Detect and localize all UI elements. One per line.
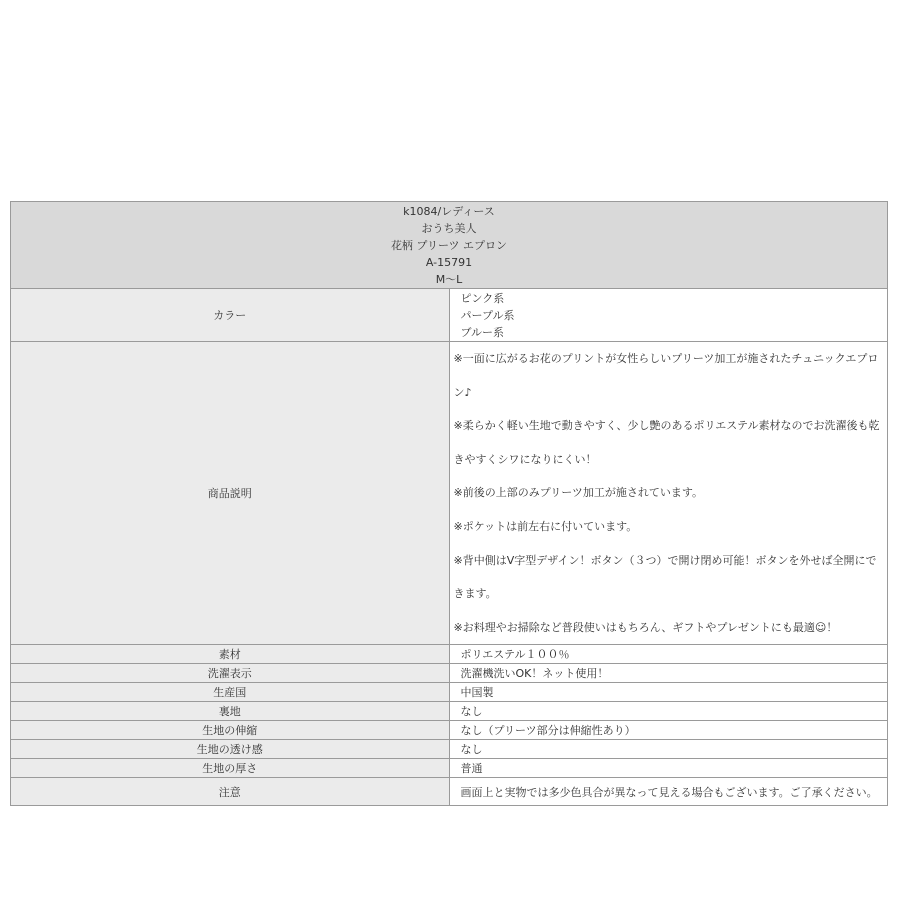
spec-row-thickness — [11, 759, 888, 778]
spec-row-lining — [11, 702, 888, 721]
description-line: ※柔らかく軽い生地で動きやすく、少し艶のあるポリエステル素材なのでお洗濯後も乾きやすくシワになりにくい！ — [453, 419, 880, 466]
spec-row-note — [11, 778, 888, 806]
color-values — [449, 289, 888, 342]
washing-value: 洗濯機洗いOK！ネット使用！ — [449, 664, 888, 683]
description-text — [449, 342, 888, 645]
description-line: ※ポケットは前左右に付いています。 — [453, 519, 638, 533]
color-option: ブルー系 — [460, 325, 505, 339]
row-label: 生産国 — [11, 683, 450, 702]
row-label: 洗濯表示 — [11, 664, 450, 683]
spec-row-origin — [11, 683, 888, 702]
row-label: 生地の伸縮 — [11, 721, 450, 740]
product-spec-table — [10, 201, 888, 806]
row-label: 注意 — [11, 778, 450, 806]
spec-row-washing — [11, 664, 888, 683]
product-name: 花柄 プリーツ エプロン — [390, 238, 508, 252]
description-line: ※一面に広がるお花のプリントが女性らしいプリーツ加工が施されたチュニックエプロン♪ — [453, 352, 879, 399]
description-line: ※お料理やお掃除など普段使いはもちろん、ギフトやプレゼントにも最適☺！ — [453, 620, 838, 634]
spec-row-material — [11, 645, 888, 664]
product-code: k1084/レディース — [403, 204, 495, 218]
description-line: ※前後の上部のみプリーツ加工が施されています。 — [453, 486, 703, 500]
note-value: 画面上と実物では多少色具合が異なって見える場合もございます。ご了承ください。 — [449, 778, 888, 806]
color-option: ピンク系 — [460, 291, 505, 305]
spec-row-color — [11, 289, 888, 342]
stretch-value: なし（プリーツ部分は伸縮性あり） — [449, 721, 888, 740]
row-label: 素材 — [11, 645, 450, 664]
lining-value: なし — [449, 702, 888, 721]
spec-row-stretch — [11, 721, 888, 740]
thickness-value: 普通 — [449, 759, 888, 778]
row-label: 商品説明 — [11, 342, 450, 645]
description-line: ※背中側はV字型デザイン！ボタン（３つ）で開け閉め可能！ボタンを外せば全開にできます。 — [453, 553, 877, 601]
row-label: カラー — [11, 289, 450, 342]
item-number: A-15791 — [425, 255, 473, 269]
product-header — [11, 202, 888, 289]
sheer-value: なし — [449, 740, 888, 759]
origin-value: 中国製 — [449, 683, 888, 702]
brand-name: おうち美人 — [421, 221, 477, 235]
row-label: 裏地 — [11, 702, 450, 721]
spec-row-description — [11, 342, 888, 645]
header-row — [11, 202, 888, 289]
row-label: 生地の厚さ — [11, 759, 450, 778]
spec-row-sheer — [11, 740, 888, 759]
row-label: 生地の透け感 — [11, 740, 450, 759]
color-option: パープル系 — [460, 308, 515, 322]
size-range: M〜L — [435, 272, 463, 286]
material-value: ポリエステル１００％ — [449, 645, 888, 664]
